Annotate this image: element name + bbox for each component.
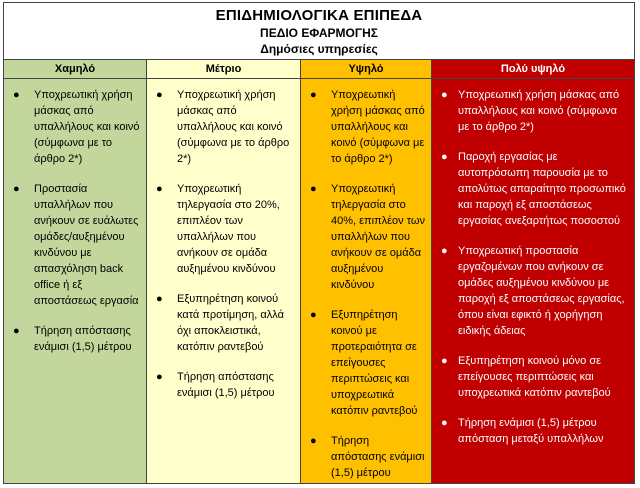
level-header-low: Χαμηλό [4,60,146,79]
measure-text: Εξυπηρέτηση κοινού με προτεραιότητα σε επείγουσες περιπτώσεις και υποχρεωτικά κατόπιν ραντεβού [331,309,418,417]
levels-row [4,60,634,483]
measures-list-low [4,79,146,355]
measure-text: Υποχρεωτική προστασία εργαζομένων που ανήκουν σε ομάδες αυξημένου κινδύνου με παροχή εξ αποστάσεως εργασίας, όπου είναι εφικτό ή χορήγηση ειδικής άδειας [458,245,625,337]
measure-item [10,87,140,167]
bullet-icon: ● [441,245,448,257]
table-section: Δημόσιες υπηρεσίες [260,42,378,56]
measure-item [438,243,628,339]
measure-item [438,415,628,447]
measure-item [438,149,628,229]
level-header-high: Υψηλό [301,60,431,79]
measures-table [3,2,635,484]
measure-item [307,87,425,167]
measure-item [153,291,294,355]
measure-text: Παροχή εργασίας με αυτοπρόσωπη παρουσία με το απολύτως απαραίτητο προσωπικό και παροχή εξ αποστάσεως εργασίας ανεξαρτήτως ποσοστού [458,151,626,227]
bullet-icon: ● [441,151,448,163]
measure-item [307,433,425,481]
bullet-icon: ● [310,435,317,447]
bullet-icon: ● [310,309,317,321]
measure-text: Υποχρεωτική χρήση μάσκας από υπαλλήλους και κοινό (σύμφωνα με το άρθρο 2*) [458,89,620,133]
table-title: ΕΠΙΔΗΜΙΟΛΟΓΙΚΑ ΕΠΙΠΕΔΑ [215,7,423,24]
measure-text: Εξυπηρέτηση κοινού κατά προτίμηση, αλλά όχι αποκλειστικά, κατόπιν ραντεβού [177,293,284,353]
measure-text: Υποχρεωτική χρήση μάσκας από υπαλλήλους και κοινό (σύμφωνα με το άρθρο 2*) [331,89,425,165]
measure-text: Υποχρεωτική τηλεργασία στο 40%, επιπλέον των υπαλλήλων που ανήκουν σε ομάδα αυξημένου κινδύνου [331,183,426,291]
bullet-icon: ● [156,89,163,101]
bullet-icon: ● [13,325,20,337]
table-header [4,3,634,60]
measures-list-very-high [432,79,634,447]
measures-list-high [301,79,431,481]
level-header-very-high: Πολύ υψηλό [432,60,634,79]
bullet-icon: ● [441,89,448,101]
measure-text: Τήρηση ενάμισι (1,5) μέτρου απόσταση μεταξύ υπαλλήλων [458,417,604,445]
measure-item [10,181,140,309]
measure-text: Τήρηση απόστασης ενάμισι (1,5) μέτρου [331,435,425,479]
bullet-icon: ● [441,417,448,429]
measure-text: Υποχρεωτική χρήση μάσκας από υπαλλήλους και κοινό (σύμφωνα με το άρθρο 2*) [34,89,140,165]
measure-item [307,307,425,419]
measure-text: Τήρηση απόστασης ενάμισι (1,5) μέτρου [34,325,132,353]
bullet-icon: ● [310,183,317,195]
measure-text: Προστασία υπαλλήλων που ανήκουν σε ευάλωτες ομάδες/αυξημένου κινδύνου με απασχόληση back office ή εξ αποστάσεως εργασία [34,183,139,307]
measure-item [153,181,294,277]
measure-text: Υποχρεωτική τηλεργασία στο 20%, επιπλέον των υπαλλήλων που ανήκουν σε ομάδα αυξημένου κινδύνου [177,183,280,275]
level-column-medium [147,60,301,483]
measure-item [10,323,140,355]
measure-text: Τήρηση απόστασης ενάμισι (1,5) μέτρου [177,371,275,399]
level-header-medium: Μέτριο [147,60,300,79]
bullet-icon: ● [156,293,163,305]
bullet-icon: ● [156,183,163,195]
bullet-icon: ● [13,89,20,101]
measure-item [438,353,628,401]
table-subtitle: ΠΕΔΙΟ ΕΦΑΡΜΟΓΗΣ [260,26,378,40]
measures-list-medium [147,79,300,401]
bullet-icon: ● [156,371,163,383]
level-column-low [4,60,147,483]
level-column-very-high [432,60,634,483]
level-column-high [301,60,432,483]
measure-item [153,369,294,401]
measure-item [153,87,294,167]
bullet-icon: ● [441,355,448,367]
measure-text: Υποχρεωτική χρήση μάσκας από υπαλλήλους και κοινό (σύμφωνα με το άρθρο 2*) [177,89,290,165]
bullet-icon: ● [13,183,20,195]
measure-item [438,87,628,135]
measure-item [307,181,425,293]
bullet-icon: ● [310,89,317,101]
measure-text: Εξυπηρέτηση κοινού μόνο σε επείγουσες περιπτώσεις και υποχρεωτικά κατόπιν ραντεβού [458,355,611,399]
